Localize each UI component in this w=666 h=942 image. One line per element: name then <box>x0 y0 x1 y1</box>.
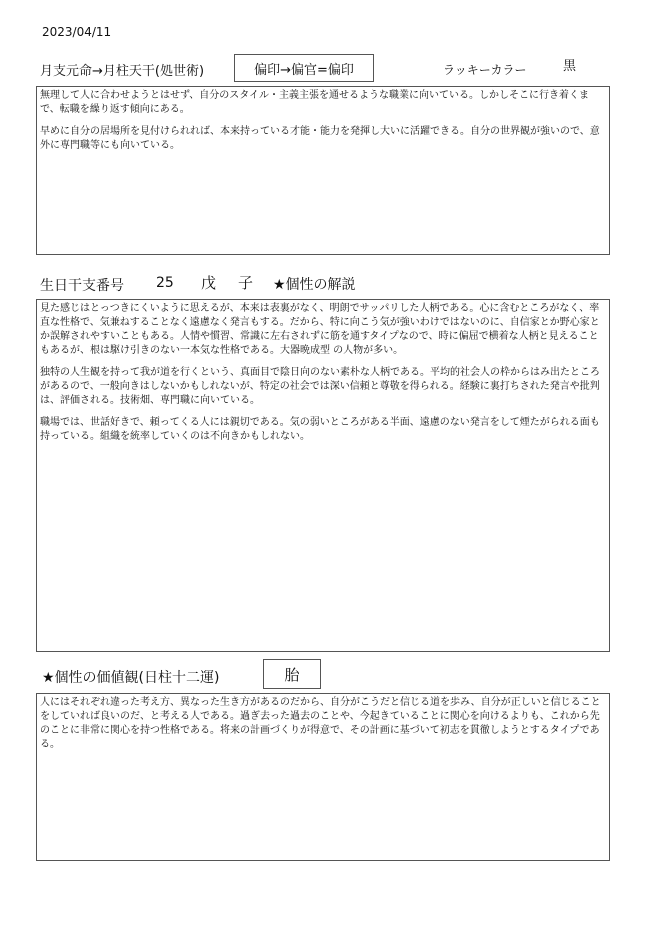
lucky-color-value: 黒 <box>563 59 577 74</box>
section1-paragraph: 早めに自分の居場所を見付けられれば、本来持っている才能・能力を発揮し大いに活躍できる。自分の世界観が強いので、意外に専門職等にも向いている。 <box>40 126 600 151</box>
kanshi-number: 25 <box>156 275 174 291</box>
month-label: 月支元命→月柱天干(処世術) <box>40 64 205 79</box>
section2-paragraph: 独特の人生観を持って我が道を行くという、真面目で陰日向のない素朴な人柄である。平均的社会人の枠からはみ出たところがあるので、一般向きはしないかもしれないが、特定の社会では深い信頼と尊敬を得られる。経験に裏打ちされた発言や批判は、評価される。技術畑、専門職に向いている。 <box>40 367 600 406</box>
section3-panel <box>36 693 610 861</box>
kanshi-number-label: 生日干支番号 <box>40 278 124 294</box>
section3-paragraph: 人にはそれぞれ違った考え方、異なった生き方があるのだから、自分がこうだと信じる道を歩み、自分が正しいと信じることをしていれば良いのだ、と考える人である。過ぎ去った過去のことや、今起きていることに関心を向けるよりも、これから先のことに非常に関心を持つ性格である。将来の計画づくりが得意で、その計画に基づいて初志を貫徹しようとするタイプである。 <box>40 697 601 750</box>
month-value: 偏印→偏官=偏印 <box>254 62 354 78</box>
section2-paragraph: 職場では、世話好きで、頼ってくる人には親切である。気の弱いところがある半面、遠慮のない発言をして煙たがられる面も持っている。組織を統率していくのは不向きかもしれない。 <box>40 417 600 442</box>
section1-panel <box>36 86 610 255</box>
lucky-color-label: ラッキーカラー <box>443 63 527 77</box>
values-value: 胎 <box>284 665 300 684</box>
section2-paragraph: 見た感じはとっつきにくいように思えるが、本来は表裏がなく、明朗でサッパリした人柄である。心に含むところがなく、率直な性格で、気兼ねすることなく遠慮なく発言もする。だから、特に向こう気が強いわけではないのに、自信家とか野心家とか誤解されやすいこともある。人情や慣習、常識に左右されずに筋を通すタイプなので、時に偏屈で横着な人柄と見えることもあるが、根は駆け引きのない一本気な性格である。大器晩成型 の人物が多い。 <box>40 303 600 356</box>
kanshi-stem: 戊 <box>201 274 217 292</box>
section2-panel <box>36 299 610 652</box>
date: 2023/04/11 <box>42 25 112 39</box>
section1-paragraph: 無理して人に合わせようとはせず、自分のスタイル・主義主張を通せるような職業に向いている。しかしそこに行き着くまで、転職を繰り返す傾向にある。 <box>40 90 589 115</box>
values-title: ★個性の価値観(日柱十二運) <box>42 670 220 686</box>
kanshi-branch: 子 <box>238 274 254 292</box>
values-box <box>263 659 321 689</box>
personality-title: ★個性の解説 <box>273 277 356 293</box>
month-value-box <box>234 54 374 82</box>
